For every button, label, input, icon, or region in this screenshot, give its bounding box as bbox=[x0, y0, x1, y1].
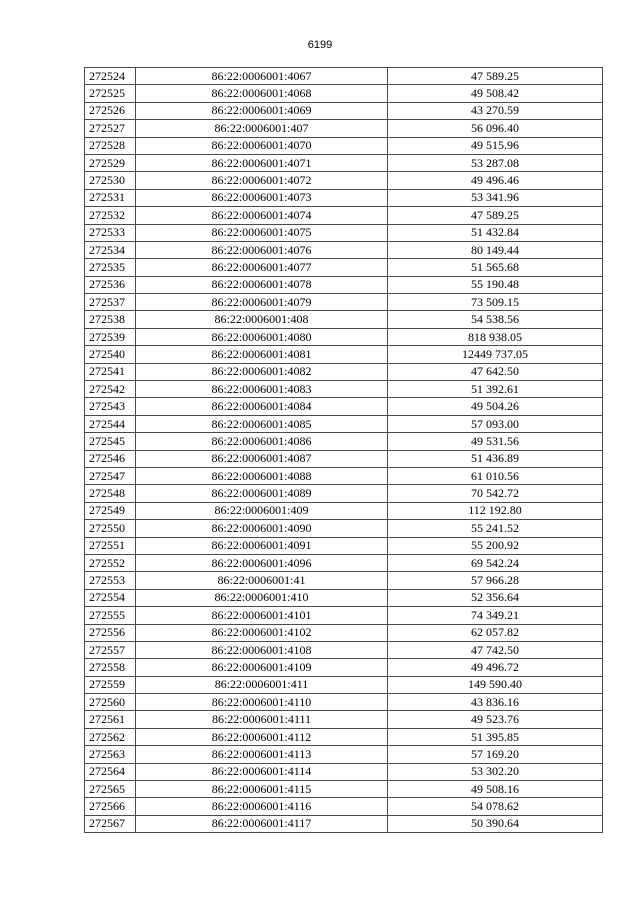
table-row bbox=[85, 311, 603, 328]
record-id-cell: 272544 bbox=[85, 415, 136, 432]
record-id-cell: 272538 bbox=[85, 311, 136, 328]
cadastral-number-cell: 86:22:0006001:4101 bbox=[136, 607, 388, 624]
cadastral-number-cell: 86:22:0006001:4080 bbox=[136, 328, 388, 345]
cadastral-number-cell: 86:22:0006001:4115 bbox=[136, 781, 388, 798]
table-row bbox=[85, 815, 603, 832]
table-row bbox=[85, 68, 603, 85]
value-cell: 57 169.20 bbox=[388, 746, 603, 763]
value-cell: 51 395.85 bbox=[388, 728, 603, 745]
value-cell: 49 496.46 bbox=[388, 172, 603, 189]
table-row bbox=[85, 172, 603, 189]
cadastral-number-cell: 86:22:0006001:407 bbox=[136, 120, 388, 137]
cadastral-number-cell: 86:22:0006001:4108 bbox=[136, 641, 388, 658]
record-id-cell: 272552 bbox=[85, 554, 136, 571]
table-row bbox=[85, 502, 603, 519]
cadastral-number-cell: 86:22:0006001:4079 bbox=[136, 294, 388, 311]
value-cell: 47 642.50 bbox=[388, 363, 603, 380]
value-cell: 55 241.52 bbox=[388, 520, 603, 537]
table-row bbox=[85, 694, 603, 711]
value-cell: 74 349.21 bbox=[388, 607, 603, 624]
value-cell: 47 742.50 bbox=[388, 641, 603, 658]
record-id-cell: 272534 bbox=[85, 241, 136, 258]
value-cell: 112 192.80 bbox=[388, 502, 603, 519]
record-id-cell: 272555 bbox=[85, 607, 136, 624]
value-cell: 73 509.15 bbox=[388, 294, 603, 311]
cadastral-number-cell: 86:22:0006001:4077 bbox=[136, 259, 388, 276]
table-row bbox=[85, 102, 603, 119]
record-id-cell: 272558 bbox=[85, 659, 136, 676]
cadastral-number-cell: 86:22:0006001:408 bbox=[136, 311, 388, 328]
record-id-cell: 272529 bbox=[85, 154, 136, 171]
value-cell: 49 523.76 bbox=[388, 711, 603, 728]
cadastral-number-cell: 86:22:0006001:4087 bbox=[136, 450, 388, 467]
value-cell: 49 515.96 bbox=[388, 137, 603, 154]
value-cell: 43 836.16 bbox=[388, 694, 603, 711]
cadastral-number-cell: 86:22:0006001:4069 bbox=[136, 102, 388, 119]
record-id-cell: 272560 bbox=[85, 694, 136, 711]
value-cell: 43 270.59 bbox=[388, 102, 603, 119]
cadastral-number-cell: 86:22:0006001:4109 bbox=[136, 659, 388, 676]
cadastral-number-cell: 86:22:0006001:4078 bbox=[136, 276, 388, 293]
cadastral-number-cell: 86:22:0006001:4112 bbox=[136, 728, 388, 745]
record-id-cell: 272546 bbox=[85, 450, 136, 467]
table-row bbox=[85, 728, 603, 745]
value-cell: 57 966.28 bbox=[388, 572, 603, 589]
cadastral-number-cell: 86:22:0006001:4102 bbox=[136, 624, 388, 641]
record-id-cell: 272535 bbox=[85, 259, 136, 276]
value-cell: 61 010.56 bbox=[388, 467, 603, 484]
table-row bbox=[85, 798, 603, 815]
record-id-cell: 272540 bbox=[85, 346, 136, 363]
table-row bbox=[85, 607, 603, 624]
cadastral-number-cell: 86:22:0006001:4082 bbox=[136, 363, 388, 380]
value-cell: 51 565.68 bbox=[388, 259, 603, 276]
cadastral-number-cell: 86:22:0006001:4075 bbox=[136, 224, 388, 241]
record-id-cell: 272561 bbox=[85, 711, 136, 728]
cadastral-number-cell: 86:22:0006001:4071 bbox=[136, 154, 388, 171]
value-cell: 53 341.96 bbox=[388, 189, 603, 206]
records-table-body bbox=[85, 68, 603, 833]
value-cell: 52 356.64 bbox=[388, 589, 603, 606]
record-id-cell: 272533 bbox=[85, 224, 136, 241]
record-id-cell: 272553 bbox=[85, 572, 136, 589]
record-id-cell: 272554 bbox=[85, 589, 136, 606]
record-id-cell: 272549 bbox=[85, 502, 136, 519]
cadastral-number-cell: 86:22:0006001:4074 bbox=[136, 207, 388, 224]
table-row bbox=[85, 746, 603, 763]
record-id-cell: 272564 bbox=[85, 763, 136, 780]
table-row bbox=[85, 572, 603, 589]
record-id-cell: 272530 bbox=[85, 172, 136, 189]
cadastral-number-cell: 86:22:0006001:4072 bbox=[136, 172, 388, 189]
record-id-cell: 272528 bbox=[85, 137, 136, 154]
table-row bbox=[85, 259, 603, 276]
record-id-cell: 272567 bbox=[85, 815, 136, 832]
cadastral-number-cell: 86:22:0006001:4073 bbox=[136, 189, 388, 206]
cadastral-number-cell: 86:22:0006001:4084 bbox=[136, 398, 388, 415]
table-row bbox=[85, 137, 603, 154]
table-row bbox=[85, 763, 603, 780]
value-cell: 54 538.56 bbox=[388, 311, 603, 328]
record-id-cell: 272557 bbox=[85, 641, 136, 658]
cadastral-number-cell: 86:22:0006001:4088 bbox=[136, 467, 388, 484]
value-cell: 12449 737.05 bbox=[388, 346, 603, 363]
cadastral-number-cell: 86:22:0006001:4114 bbox=[136, 763, 388, 780]
value-cell: 62 057.82 bbox=[388, 624, 603, 641]
value-cell: 51 392.61 bbox=[388, 381, 603, 398]
table-row bbox=[85, 781, 603, 798]
record-id-cell: 272545 bbox=[85, 433, 136, 450]
cadastral-number-cell: 86:22:0006001:4067 bbox=[136, 68, 388, 85]
cadastral-number-cell: 86:22:0006001:4096 bbox=[136, 554, 388, 571]
table-row bbox=[85, 433, 603, 450]
record-id-cell: 272562 bbox=[85, 728, 136, 745]
table-row bbox=[85, 485, 603, 502]
value-cell: 54 078.62 bbox=[388, 798, 603, 815]
record-id-cell: 272551 bbox=[85, 537, 136, 554]
table-row bbox=[85, 224, 603, 241]
table-row bbox=[85, 415, 603, 432]
record-id-cell: 272563 bbox=[85, 746, 136, 763]
record-id-cell: 272548 bbox=[85, 485, 136, 502]
table-row bbox=[85, 363, 603, 380]
cadastral-number-cell: 86:22:0006001:4081 bbox=[136, 346, 388, 363]
table-row bbox=[85, 241, 603, 258]
value-cell: 47 589.25 bbox=[388, 68, 603, 85]
cadastral-number-cell: 86:22:0006001:409 bbox=[136, 502, 388, 519]
cadastral-number-cell: 86:22:0006001:4113 bbox=[136, 746, 388, 763]
table-row bbox=[85, 346, 603, 363]
cadastral-number-cell: 86:22:0006001:4117 bbox=[136, 815, 388, 832]
page-number: 6199 bbox=[307, 39, 333, 51]
cadastral-number-cell: 86:22:0006001:4090 bbox=[136, 520, 388, 537]
table-row bbox=[85, 328, 603, 345]
table-row bbox=[85, 381, 603, 398]
table-row bbox=[85, 589, 603, 606]
cadastral-number-cell: 86:22:0006001:4085 bbox=[136, 415, 388, 432]
record-id-cell: 272526 bbox=[85, 102, 136, 119]
table-row bbox=[85, 659, 603, 676]
record-id-cell: 272537 bbox=[85, 294, 136, 311]
value-cell: 47 589.25 bbox=[388, 207, 603, 224]
value-cell: 69 542.24 bbox=[388, 554, 603, 571]
table-row bbox=[85, 641, 603, 658]
value-cell: 50 390.64 bbox=[388, 815, 603, 832]
record-id-cell: 272531 bbox=[85, 189, 136, 206]
record-id-cell: 272550 bbox=[85, 520, 136, 537]
cadastral-number-cell: 86:22:0006001:4070 bbox=[136, 137, 388, 154]
cadastral-number-cell: 86:22:0006001:4083 bbox=[136, 381, 388, 398]
cadastral-number-cell: 86:22:0006001:4076 bbox=[136, 241, 388, 258]
record-id-cell: 272547 bbox=[85, 467, 136, 484]
value-cell: 818 938.05 bbox=[388, 328, 603, 345]
value-cell: 149 590.40 bbox=[388, 676, 603, 693]
record-id-cell: 272565 bbox=[85, 781, 136, 798]
cadastral-number-cell: 86:22:0006001:411 bbox=[136, 676, 388, 693]
table-row bbox=[85, 467, 603, 484]
record-id-cell: 272536 bbox=[85, 276, 136, 293]
records-table bbox=[84, 67, 603, 833]
record-id-cell: 272542 bbox=[85, 381, 136, 398]
table-row bbox=[85, 398, 603, 415]
cadastral-number-cell: 86:22:0006001:4086 bbox=[136, 433, 388, 450]
record-id-cell: 272525 bbox=[85, 85, 136, 102]
cadastral-number-cell: 86:22:0006001:4091 bbox=[136, 537, 388, 554]
value-cell: 49 504.26 bbox=[388, 398, 603, 415]
value-cell: 55 190.48 bbox=[388, 276, 603, 293]
value-cell: 57 093.00 bbox=[388, 415, 603, 432]
table-row bbox=[85, 520, 603, 537]
value-cell: 51 432.84 bbox=[388, 224, 603, 241]
record-id-cell: 272539 bbox=[85, 328, 136, 345]
table-row bbox=[85, 189, 603, 206]
record-id-cell: 272532 bbox=[85, 207, 136, 224]
value-cell: 56 096.40 bbox=[388, 120, 603, 137]
table-row bbox=[85, 554, 603, 571]
table-row bbox=[85, 207, 603, 224]
table-row bbox=[85, 624, 603, 641]
record-id-cell: 272566 bbox=[85, 798, 136, 815]
table-row bbox=[85, 711, 603, 728]
table-row bbox=[85, 294, 603, 311]
cadastral-number-cell: 86:22:0006001:4116 bbox=[136, 798, 388, 815]
table-row bbox=[85, 120, 603, 137]
table-row bbox=[85, 154, 603, 171]
value-cell: 49 508.16 bbox=[388, 781, 603, 798]
cadastral-number-cell: 86:22:0006001:410 bbox=[136, 589, 388, 606]
value-cell: 53 302.20 bbox=[388, 763, 603, 780]
table-row bbox=[85, 537, 603, 554]
record-id-cell: 272524 bbox=[85, 68, 136, 85]
value-cell: 80 149.44 bbox=[388, 241, 603, 258]
cadastral-number-cell: 86:22:0006001:4111 bbox=[136, 711, 388, 728]
cadastral-number-cell: 86:22:0006001:41 bbox=[136, 572, 388, 589]
value-cell: 49 496.72 bbox=[388, 659, 603, 676]
table-row bbox=[85, 676, 603, 693]
value-cell: 55 200.92 bbox=[388, 537, 603, 554]
record-id-cell: 272556 bbox=[85, 624, 136, 641]
value-cell: 51 436.89 bbox=[388, 450, 603, 467]
value-cell: 49 531.56 bbox=[388, 433, 603, 450]
cadastral-number-cell: 86:22:0006001:4068 bbox=[136, 85, 388, 102]
record-id-cell: 272527 bbox=[85, 120, 136, 137]
table-row bbox=[85, 85, 603, 102]
value-cell: 53 287.08 bbox=[388, 154, 603, 171]
cadastral-number-cell: 86:22:0006001:4089 bbox=[136, 485, 388, 502]
table-row bbox=[85, 450, 603, 467]
table-row bbox=[85, 276, 603, 293]
record-id-cell: 272543 bbox=[85, 398, 136, 415]
value-cell: 70 542.72 bbox=[388, 485, 603, 502]
cadastral-number-cell: 86:22:0006001:4110 bbox=[136, 694, 388, 711]
value-cell: 49 508.42 bbox=[388, 85, 603, 102]
record-id-cell: 272541 bbox=[85, 363, 136, 380]
record-id-cell: 272559 bbox=[85, 676, 136, 693]
